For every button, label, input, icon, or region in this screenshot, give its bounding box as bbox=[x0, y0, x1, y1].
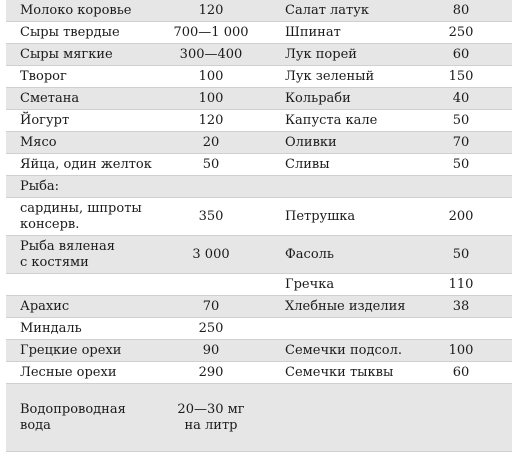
calcium-value: 60 bbox=[452, 365, 470, 380]
calcium-value: 100 bbox=[198, 69, 224, 84]
calcium-value: 300—400 bbox=[179, 47, 243, 62]
product-name: Фасоль bbox=[285, 247, 334, 262]
calcium-value: 50 bbox=[452, 113, 470, 128]
product-name: Лук порей bbox=[285, 47, 357, 62]
table-row bbox=[6, 318, 512, 340]
table-row bbox=[6, 88, 512, 110]
table-row bbox=[6, 198, 512, 236]
product-name: Йогурт bbox=[20, 112, 70, 128]
product-name: Лук зеленый bbox=[285, 69, 375, 84]
calcium-value: 100 bbox=[198, 91, 224, 106]
product-name: Салат латук bbox=[285, 3, 370, 18]
product-name: Гречка bbox=[285, 277, 335, 292]
product-name-line: с костями bbox=[20, 254, 89, 270]
product-name: Молоко коровье bbox=[20, 2, 132, 18]
product-name: Кольраби bbox=[285, 91, 351, 106]
product-name-line: Рыба вяленая bbox=[20, 238, 115, 254]
calcium-value: 3 000 bbox=[192, 247, 230, 262]
product-name: Грецкие орехи bbox=[20, 342, 122, 358]
calcium-value: 250 bbox=[448, 25, 474, 40]
product-name: Творог bbox=[20, 68, 67, 84]
product-name: Лесные орехи bbox=[20, 364, 117, 380]
calcium-value: 700—1 000 bbox=[173, 25, 249, 40]
product-name: Яйца, один желток bbox=[20, 156, 152, 172]
table-row bbox=[6, 176, 512, 198]
calcium-value: 200 bbox=[448, 209, 474, 224]
table-row bbox=[6, 296, 512, 318]
table-row bbox=[6, 362, 512, 384]
calcium-value bbox=[161, 402, 261, 434]
table-row bbox=[6, 154, 512, 176]
table-row bbox=[6, 384, 512, 452]
table-row bbox=[6, 0, 512, 22]
product-name: Оливки bbox=[285, 135, 337, 150]
calcium-value: 100 bbox=[448, 343, 474, 358]
calcium-value: 20 bbox=[202, 135, 220, 150]
product-name: Сметана bbox=[20, 90, 80, 106]
calcium-value: 38 bbox=[452, 299, 470, 314]
calcium-value: 80 bbox=[452, 3, 470, 18]
table-row bbox=[6, 66, 512, 88]
product-name: Семечки подсол. bbox=[285, 343, 402, 358]
calcium-value: 90 bbox=[202, 343, 220, 358]
product-name: Сливы bbox=[285, 157, 330, 172]
product-name: Хлебные изделия bbox=[285, 299, 406, 314]
table-row bbox=[6, 274, 512, 296]
table-row bbox=[6, 340, 512, 362]
product-name: Сыры твердые bbox=[20, 24, 120, 40]
table-row bbox=[6, 132, 512, 154]
calcium-value: 290 bbox=[198, 365, 224, 380]
calcium-value: 40 bbox=[452, 91, 470, 106]
calcium-value: 150 bbox=[448, 69, 474, 84]
product-name-line: Водопроводная bbox=[20, 401, 126, 417]
product-name: Сыры мягкие bbox=[20, 46, 113, 62]
product-name: Мясо bbox=[20, 134, 57, 150]
product-name bbox=[6, 239, 161, 271]
product-name bbox=[6, 402, 161, 434]
calcium-value: 120 bbox=[198, 3, 224, 18]
product-name: Арахис bbox=[20, 298, 70, 314]
section-label: Рыба: bbox=[20, 178, 60, 194]
product-name: Капуста кале bbox=[285, 113, 378, 128]
product-name bbox=[6, 201, 161, 233]
table-row bbox=[6, 44, 512, 66]
table-row bbox=[6, 22, 512, 44]
calcium-value-line: на литр bbox=[184, 417, 238, 433]
calcium-value: 120 bbox=[198, 113, 224, 128]
calcium-value: 60 bbox=[452, 47, 470, 62]
calcium-value-line: 20—30 мг bbox=[177, 401, 245, 417]
product-name: Миндаль bbox=[20, 320, 82, 336]
calcium-value: 110 bbox=[448, 277, 474, 292]
product-name: Семечки тыквы bbox=[285, 365, 394, 380]
calcium-value: 50 bbox=[202, 157, 220, 172]
product-name-line: вода bbox=[20, 417, 51, 433]
product-name: Петрушка bbox=[285, 209, 356, 224]
calcium-value: 70 bbox=[452, 135, 470, 150]
calcium-value: 350 bbox=[198, 209, 224, 224]
calcium-value: 250 bbox=[198, 321, 224, 336]
product-name-line: консерв. bbox=[20, 216, 80, 232]
product-name: Шпинат bbox=[285, 25, 341, 40]
calcium-value: 50 bbox=[452, 157, 470, 172]
calcium-value: 50 bbox=[452, 247, 470, 262]
product-name-line: сардины, шпроты bbox=[20, 200, 142, 216]
table-row bbox=[6, 110, 512, 132]
calcium-value: 70 bbox=[202, 299, 220, 314]
table-row bbox=[6, 236, 512, 274]
